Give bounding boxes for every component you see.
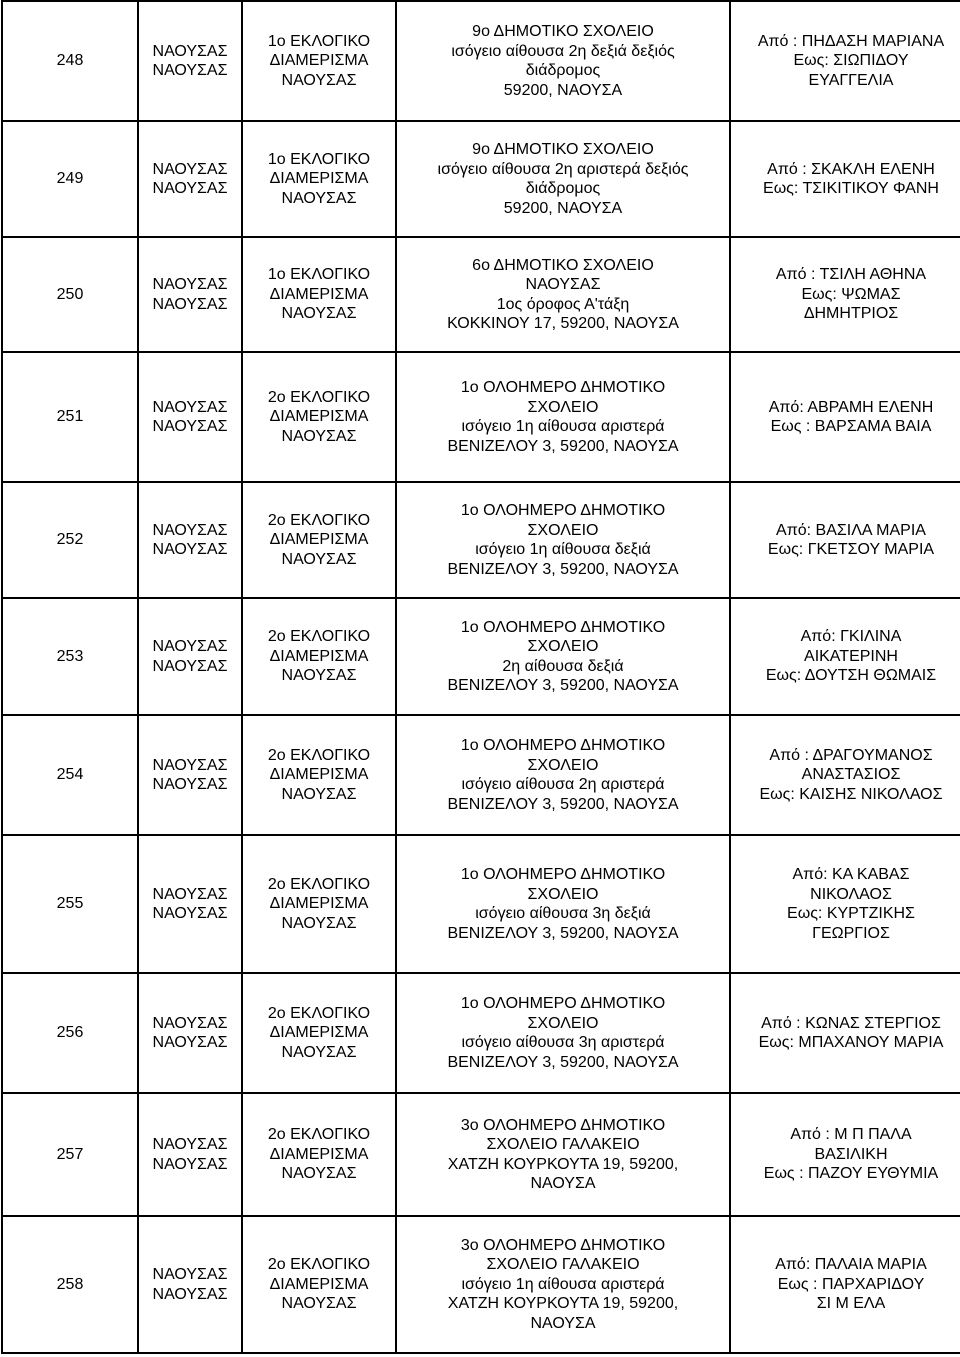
voter-range-line: ΣΙ Μ ΕΛΑ [816,1295,886,1313]
polling-place-line: 3ο ΟΛΟΗΜΕΡΟ ΔΗΜΟΤΙΚΟ [460,1116,666,1134]
table-row [2,1093,960,1216]
table-body [2,1,960,1353]
polling-place-line: 59200, ΝΑΟΥΣΑ [503,81,623,99]
polling-place-cell [396,973,730,1093]
polling-place-cell [396,352,730,482]
electoral-district-cell [242,121,396,237]
municipality-cell [138,1216,242,1353]
municipality-line: ΝΑΟΥΣΑΣ [152,42,228,60]
municipality-line: ΝΑΟΥΣΑΣ [152,160,228,178]
electoral-district-line: 2ο ΕΚΛΟΓΙΚΟ [267,1004,371,1022]
municipality-line: ΝΑΟΥΣΑΣ [152,541,228,558]
polling-place-line: ισόγειο αίθουσα 2η δεξιά δεξιός [451,42,675,60]
electoral-district-line: 2ο ΕΚΛΟΓΙΚΟ [267,628,371,646]
voter-range-line: Εως : ΠΑΖΟΥ ΕΥΘΥΜΙΑ [763,1165,939,1183]
row-number: 249 [2,121,138,237]
polling-place-line: ΒΕΝΙΖΕΛΟΥ 3, 59200, ΝΑΟΥΣΑ [447,437,679,455]
municipality-line: ΝΑΟΥΣΑΣ [152,638,228,655]
voter-range-cell [730,835,960,973]
voter-range-line: Από: ΓΚΙΛΙΝΑ [800,628,902,646]
voter-range-line: Εως : ΠΑΡΧΑΡΙΔΟΥ [777,1275,925,1293]
electoral-district-line: ΝΑΟΥΣΑΣ [281,914,357,932]
voter-range-line: Εως: ΜΠΑΧΑΝΟΥ ΜΑΡΙΑ [758,1034,944,1051]
polling-place-line: ΣΧΟΛΕΙΟ [527,756,599,774]
polling-stations-table [1,0,960,1354]
electoral-district-cell [242,482,396,598]
voter-range-line: ΔΗΜΗΤΡΙΟΣ [803,305,899,323]
electoral-district-line: 1ο ΕΚΛΟΓΙΚΟ [267,266,371,284]
polling-place-cell [396,598,730,715]
municipality-line: ΝΑΟΥΣΑΣ [152,756,228,774]
municipality-cell [138,482,242,598]
voter-range-line: Εως: ΚΑΙΣΗΣ ΝΙΚΟΛΑΟΣ [759,785,943,803]
electoral-district-line: ΝΑΟΥΣΑΣ [281,305,357,323]
municipality-cell [138,121,242,237]
electoral-district-line: 2ο ΕΚΛΟΓΙΚΟ [267,875,371,893]
municipality-line: ΝΑΟΥΣΑΣ [152,62,228,79]
electoral-district-line: ΝΑΟΥΣΑΣ [281,667,357,685]
voter-range-cell [730,482,960,598]
polling-place-line: ΚΟΚΚΙΝΟΥ 17, 59200, ΝΑΟΥΣΑ [447,315,679,332]
voter-range-line: Από : ΔΡΑΓΟΥΜΑΝΟΣ [769,746,933,764]
polling-place-line: ΝΑΟΥΣΑΣ [525,276,601,293]
electoral-district-line: ΔΙΑΜΕΡΙΣΜΑ [269,531,369,549]
electoral-district-line: 2ο ΕΚΛΟΓΙΚΟ [267,511,371,529]
polling-place-line: διάδρομος [525,62,601,79]
polling-place-line: ισόγειο 1η αίθουσα δεξιά [475,541,651,558]
voter-range-line: Από : ΣΚΑΚΛΗ ΕΛΕΝΗ [767,160,935,178]
voter-range-cell [730,237,960,352]
municipality-cell [138,237,242,352]
row-number: 255 [2,835,138,973]
polling-place-line: ΧΑΤΖΗ ΚΟΥΡΚΟΥΤΑ 19, 59200, [447,1295,679,1313]
voter-range-cell [730,121,960,237]
polling-place-cell [396,1,730,121]
electoral-district-line: 2ο ΕΚΛΟΓΙΚΟ [267,746,371,764]
polling-place-cell [396,237,730,352]
voter-range-cell [730,1,960,121]
municipality-line: ΝΑΟΥΣΑΣ [152,1266,228,1283]
electoral-district-line: ΔΙΑΜΕΡΙΣΜΑ [269,285,369,303]
polling-place-line: 1ο ΟΛΟΗΜΕΡΟ ΔΗΜΟΤΙΚΟ [460,995,666,1012]
electoral-district-line: ΝΑΟΥΣΑΣ [281,71,357,89]
electoral-district-line: ΔΙΑΜΕΡΙΣΜΑ [269,647,369,665]
municipality-cell [138,973,242,1093]
voter-range-line: Εως: ΔΟΥΤΣΗ ΘΩΜΑΙΣ [765,667,937,685]
polling-place-line: ΣΧΟΛΕΙΟ ΓΑΛΑΚΕΙΟ [486,1256,640,1274]
voter-range-line: Από : Μ Π ΠΑΛΑ [790,1126,912,1144]
polling-place-line: ΒΕΝΙΖΕΛΟΥ 3, 59200, ΝΑΟΥΣΑ [447,1053,679,1071]
polling-place-line: 9ο ΔΗΜΟΤΙΚΟ ΣΧΟΛΕΙΟ [472,141,654,158]
electoral-district-line: ΔΙΑΜΕΡΙΣΜΑ [269,170,369,188]
municipality-line: ΝΑΟΥΣΑΣ [152,276,228,293]
polling-place-line: 1ο ΟΛΟΗΜΕΡΟ ΔΗΜΟΤΙΚΟ [460,502,666,519]
polling-place-line: 1ος όροφος Α'τάξη [496,295,630,313]
polling-place-line: ΒΕΝΙΖΕΛΟΥ 3, 59200, ΝΑΟΥΣΑ [447,560,679,578]
municipality-line: ΝΑΟΥΣΑΣ [152,180,228,197]
electoral-district-line: 2ο ΕΚΛΟΓΙΚΟ [267,388,371,406]
row-number: 248 [2,1,138,121]
row-number: 257 [2,1093,138,1216]
municipality-cell [138,1093,242,1216]
voter-range-line: Εως: ΣΙΩΠΙΔΟΥ [793,52,909,70]
electoral-district-line: ΝΑΟΥΣΑΣ [281,785,357,803]
municipality-line: ΝΑΟΥΣΑΣ [152,1014,228,1032]
electoral-district-cell [242,1216,396,1353]
electoral-district-line: ΔΙΑΜΕΡΙΣΜΑ [269,766,369,784]
polling-place-line: 59200, ΝΑΟΥΣΑ [503,199,623,217]
electoral-district-line: 1ο ΕΚΛΟΓΙΚΟ [267,32,371,50]
voter-range-line: Εως: ΚΥΡΤΖΙΚΗΣ [787,905,915,922]
electoral-district-line: ΔΙΑΜΕΡΙΣΜΑ [269,895,369,913]
voter-range-line: Από: ΑΒΡΑΜΗ ΕΛΕΝΗ [768,398,934,416]
voter-range-cell [730,715,960,835]
table-row [2,973,960,1093]
electoral-district-cell [242,1093,396,1216]
municipality-line: ΝΑΟΥΣΑΣ [152,418,228,435]
polling-place-line: ΣΧΟΛΕΙΟ [527,521,599,539]
polling-place-line: 1ο ΟΛΟΗΜΕΡΟ ΔΗΜΟΤΙΚΟ [460,737,666,754]
polling-place-cell [396,715,730,835]
polling-place-cell [396,121,730,237]
voter-range-line: Από : ΚΩΝΑΣ ΣΤΕΡΓΙΟΣ [761,1014,941,1032]
polling-place-line: ΒΕΝΙΖΕΛΟΥ 3, 59200, ΝΑΟΥΣΑ [447,924,679,942]
electoral-district-cell [242,352,396,482]
voter-range-line: ΓΕΩΡΓΙΟΣ [812,924,890,942]
row-number: 256 [2,973,138,1093]
voter-range-line: Από: ΠΑΛΑΙΑ ΜΑΡΙΑ [775,1256,927,1274]
voter-range-line: ΑΝΑΣΤΑΣΙΟΣ [801,766,901,784]
row-number: 250 [2,237,138,352]
row-number: 254 [2,715,138,835]
polling-place-line: ΣΧΟΛΕΙΟ ΓΑΛΑΚΕΙΟ [486,1136,640,1153]
voter-range-line: Εως : ΒΑΡΣΑΜΑ ΒΑΙΑ [770,418,932,435]
polling-place-line: 1ο ΟΛΟΗΜΕΡΟ ΔΗΜΟΤΙΚΟ [460,866,666,883]
polling-place-cell [396,835,730,973]
voter-range-line: Από: ΚΑ ΚΑΒΑΣ [792,866,910,883]
electoral-district-line: ΔΙΑΜΕΡΙΣΜΑ [269,1275,369,1293]
polling-place-line: ΝΑΟΥΣΑ [530,1314,596,1332]
electoral-district-line: ΝΑΟΥΣΑΣ [281,1295,357,1313]
polling-place-line: 1ο ΟΛΟΗΜΕΡΟ ΔΗΜΟΤΙΚΟ [460,379,666,396]
municipality-line: ΝΑΟΥΣΑΣ [152,1155,228,1173]
voter-range-line: ΕΥΑΓΓΕΛΙΑ [808,71,894,89]
municipality-line: ΝΑΟΥΣΑΣ [152,905,228,922]
polling-place-line: 3ο ΟΛΟΗΜΕΡΟ ΔΗΜΟΤΙΚΟ [460,1236,666,1254]
row-number: 252 [2,482,138,598]
voter-range-line: Εως: ΓΚΕΤΣΟΥ ΜΑΡΙΑ [767,541,935,558]
voter-range-line: ΑΙΚΑΤΕΡΙΝΗ [804,647,898,665]
electoral-district-cell [242,1,396,121]
polling-place-line: ΧΑΤΖΗ ΚΟΥΡΚΟΥΤΑ 19, 59200, [447,1155,679,1173]
row-number: 253 [2,598,138,715]
polling-place-line: 2η αίθουσα δεξιά [502,657,624,675]
table-row [2,1,960,121]
polling-place-line: ισόγειο αίθουσα 3η δεξιά [475,905,651,922]
municipality-line: ΝΑΟΥΣΑΣ [152,295,228,313]
voter-range-cell [730,1093,960,1216]
voter-range-cell [730,598,960,715]
polling-place-line: 6ο ΔΗΜΟΤΙΚΟ ΣΧΟΛΕΙΟ [472,256,654,274]
electoral-district-line: ΝΑΟΥΣΑΣ [281,189,357,207]
electoral-district-line: ΝΑΟΥΣΑΣ [281,427,357,445]
municipality-line: ΝΑΟΥΣΑΣ [152,1034,228,1051]
polling-place-line: ισόγειο 1η αίθουσα αριστερά [461,1275,665,1293]
voter-range-line: Εως: ΨΩΜΑΣ [801,285,901,303]
polling-place-line: ισόγειο αίθουσα 3η αριστερά [461,1034,665,1051]
table-row [2,237,960,352]
voter-range-cell [730,352,960,482]
electoral-district-line: 2ο ΕΚΛΟΓΙΚΟ [267,1256,371,1274]
voter-range-line: Από : ΤΣΙΛΗ ΑΘΗΝΑ [775,266,927,284]
electoral-district-line: ΝΑΟΥΣΑΣ [281,1165,357,1183]
electoral-district-cell [242,237,396,352]
row-number: 258 [2,1216,138,1353]
electoral-district-cell [242,598,396,715]
municipality-cell [138,598,242,715]
polling-place-cell [396,482,730,598]
polling-place-line: ισόγειο 1η αίθουσα αριστερά [461,418,665,435]
polling-place-line: ΒΕΝΙΖΕΛΟΥ 3, 59200, ΝΑΟΥΣΑ [447,795,679,813]
polling-place-line: ισόγειο αίθουσα 2η αριστερά [461,776,665,793]
table-row [2,835,960,973]
table-row [2,352,960,482]
municipality-cell [138,835,242,973]
polling-place-line: 9ο ΔΗΜΟΤΙΚΟ ΣΧΟΛΕΙΟ [472,23,654,40]
polling-place-cell [396,1093,730,1216]
electoral-district-line: ΝΑΟΥΣΑΣ [281,1043,357,1061]
table-row [2,121,960,237]
table-row [2,1216,960,1353]
voter-range-cell [730,973,960,1093]
voter-range-line: ΒΑΣΙΛΙΚΗ [814,1145,888,1163]
voter-range-line: ΝΙΚΟΛΑΟΣ [810,885,892,903]
electoral-district-line: ΔΙΑΜΕΡΙΣΜΑ [269,52,369,70]
polling-place-line: ΝΑΟΥΣΑ [530,1175,596,1192]
municipality-line: ΝΑΟΥΣΑΣ [152,398,228,416]
municipality-cell [138,715,242,835]
municipality-line: ΝΑΟΥΣΑΣ [152,885,228,903]
polling-place-cell [396,1216,730,1353]
electoral-district-cell [242,973,396,1093]
municipality-cell [138,1,242,121]
polling-place-line: ισόγειο αίθουσα 2η αριστερά δεξιός [437,160,689,178]
municipality-line: ΝΑΟΥΣΑΣ [152,657,228,675]
table-row [2,598,960,715]
electoral-district-line: 1ο ΕΚΛΟΓΙΚΟ [267,150,371,168]
voter-range-line: Από : ΠΗΔΑΣΗ ΜΑΡΙΑΝΑ [757,32,945,50]
electoral-district-cell [242,715,396,835]
electoral-district-line: ΝΑΟΥΣΑΣ [281,550,357,568]
voter-range-line: Από: ΒΑΣΙΛΑ ΜΑΡΙΑ [776,521,926,539]
table-row [2,482,960,598]
electoral-district-line: 2ο ΕΚΛΟΓΙΚΟ [267,1126,371,1144]
table-row [2,715,960,835]
voter-range-cell [730,1216,960,1353]
row-number: 251 [2,352,138,482]
voter-range-line: Εως: ΤΣΙΚΙΤΙΚΟΥ ΦΑΝΗ [763,180,939,197]
polling-place-line: ΣΧΟΛΕΙΟ [527,1014,599,1032]
electoral-district-line: ΔΙΑΜΕΡΙΣΜΑ [269,1024,369,1042]
polling-place-line: ΣΧΟΛΕΙΟ [527,885,599,903]
municipality-cell [138,352,242,482]
polling-place-line: ΣΧΟΛΕΙΟ [527,398,599,416]
municipality-line: ΝΑΟΥΣΑΣ [152,1285,228,1303]
electoral-district-line: ΔΙΑΜΕΡΙΣΜΑ [269,1145,369,1163]
electoral-district-line: ΔΙΑΜΕΡΙΣΜΑ [269,408,369,426]
municipality-line: ΝΑΟΥΣΑΣ [152,521,228,539]
polling-place-line: 1ο ΟΛΟΗΜΕΡΟ ΔΗΜΟΤΙΚΟ [460,618,666,636]
polling-place-line: διάδρομος [525,180,601,197]
municipality-line: ΝΑΟΥΣΑΣ [152,776,228,793]
polling-place-line: ΣΧΟΛΕΙΟ [527,638,599,655]
polling-place-line: ΒΕΝΙΖΕΛΟΥ 3, 59200, ΝΑΟΥΣΑ [447,677,679,694]
municipality-line: ΝΑΟΥΣΑΣ [152,1136,228,1153]
electoral-district-cell [242,835,396,973]
